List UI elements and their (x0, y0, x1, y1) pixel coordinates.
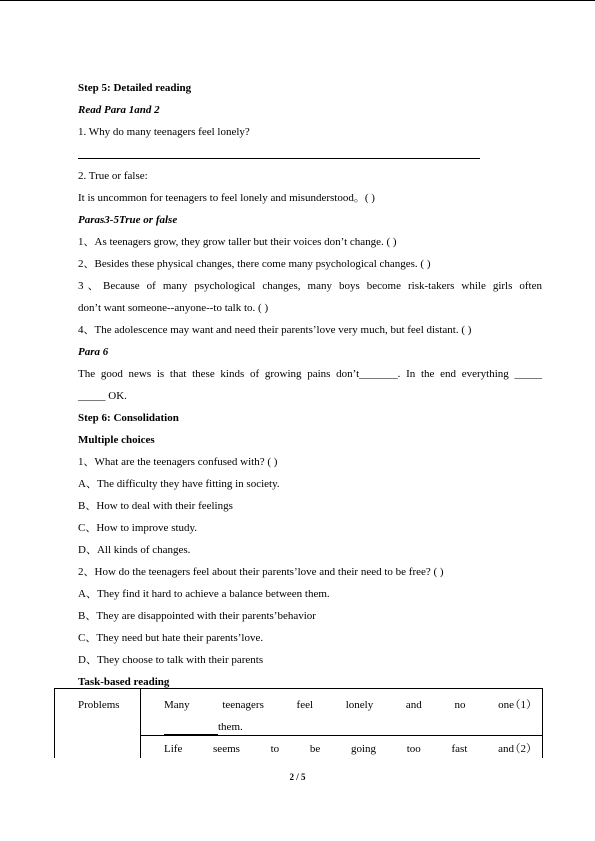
mc-q1-option-d: D、All kinds of changes. (78, 544, 191, 556)
problems-label: Problems (78, 699, 120, 711)
task-reading-heading: Task-based reading (78, 676, 170, 688)
section-paras-3-5: Paras3-5True or false (78, 214, 178, 226)
row2-word: be (309, 743, 321, 755)
row2-word: fast (451, 743, 468, 755)
row1-word: no (454, 699, 466, 711)
table-row-divider (140, 735, 543, 736)
tf-item-3-line-1: 3、Because of many psychological changes, many boys become risk-takers while girls often (78, 280, 542, 292)
mc-q2-option-c: C、They need but hate their parents’love. (78, 632, 264, 644)
blank-number-2: （2） (509, 743, 537, 755)
row2-word: too (406, 743, 421, 755)
tf-item-3-line-2: don’t want someone--anyone--to talk to. ( ) (78, 302, 269, 314)
question-2-statement: It is uncommon for teenagers to feel lonely and misunderstood。( ) (78, 192, 375, 204)
table-top-border (54, 688, 543, 689)
table-column-divider (140, 688, 141, 758)
mc-q2-option-a: A、They find it hard to achieve a balance between them. (78, 588, 330, 600)
question-2: 2. True or false: (78, 170, 148, 182)
row1-word: feel (296, 699, 314, 711)
task-table (54, 688, 543, 758)
row1-continuation (164, 720, 243, 735)
row2-word: seems (213, 743, 240, 755)
page-number: 2 / 5 (289, 772, 306, 782)
row2-word: Life (164, 743, 183, 755)
section-para-6: Para 6 (78, 346, 109, 358)
mc-q2-option-b: B、They are disappointed with their parents’behavior (78, 610, 316, 622)
row1-word: and (405, 699, 422, 711)
blank-number-1: （1） (509, 699, 537, 711)
row2-word: going (350, 743, 377, 755)
table-row-2 (164, 742, 514, 756)
tf-item-4: 4、The adolescence may want and need their parents’love very much, but feel distant. ( ) (78, 324, 472, 336)
answer-line (78, 158, 480, 159)
table-right-border (542, 688, 543, 758)
section-read-para-1-2: Read Para 1and 2 (78, 104, 160, 116)
row1-word: teenagers (222, 699, 264, 711)
mc-q1-option-c: C、How to improve study. (78, 522, 198, 534)
row2-word: and (498, 743, 514, 755)
mc-q2-option-d: D、They choose to talk with their parents (78, 654, 264, 666)
table-row-1 (164, 698, 514, 712)
row1-tail: them. (218, 721, 243, 733)
table-left-border (54, 688, 55, 758)
header-rule (0, 0, 595, 1)
mc-question-1: 1、What are the teenagers confused with? ( ) (78, 456, 278, 468)
mc-q1-option-b: B、How to deal with their feelings (78, 500, 233, 512)
step5-heading: Step 5: Detailed reading (78, 82, 192, 94)
tf-item-2: 2、Besides these physical changes, there come many psychological changes. ( ) (78, 258, 431, 270)
step6-heading: Step 6: Consolidation (78, 412, 179, 424)
mc-q1-option-a: A、The difficulty they have fitting in society. (78, 478, 280, 490)
row2-word: to (270, 743, 280, 755)
tf-item-1: 1、As teenagers grow, they grow taller but their voices don’t change. ( ) (78, 236, 397, 248)
row1-word: one (498, 699, 514, 711)
para6-line-1: The good news is that these kinds of growing pains don’t_______. In the end everything _____ (78, 368, 542, 380)
row1-word: lonely (345, 699, 374, 711)
para6-line-2: _____ OK. (78, 390, 127, 402)
row1-word: Many (164, 699, 190, 711)
mc-question-2: 2、How do the teenagers feel about their parents’love and their need to be free? ( ) (78, 566, 444, 578)
multiple-choices-heading: Multiple choices (78, 434, 155, 446)
fill-blank-1[interactable] (164, 720, 218, 735)
question-1: 1. Why do many teenagers feel lonely? (78, 126, 250, 138)
